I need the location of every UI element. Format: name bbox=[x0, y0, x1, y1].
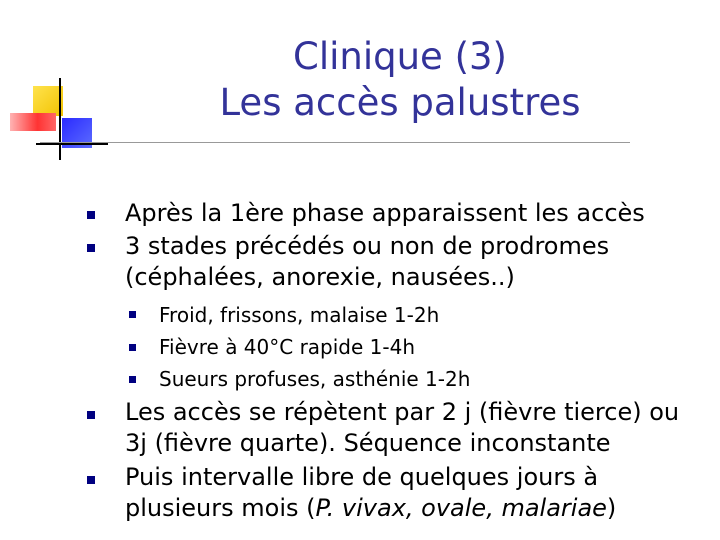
list-item: Puis intervalle libre de quelques jours à plusieurs mois (P. vivax, ovale, malariae) bbox=[125, 463, 617, 522]
bullet-square-icon bbox=[87, 211, 95, 219]
list-item: 3 stades précédés ou non de prodromes (céphalées, anorexie, nausées..) bbox=[125, 232, 610, 291]
bullet-square-icon bbox=[87, 476, 95, 484]
sub-bullet-square-icon bbox=[129, 376, 136, 383]
title-line-2: Les accès palustres bbox=[219, 81, 581, 124]
list-item: Les accès se répètent par 2 j (fièvre tierce) ou 3j (fièvre quarte). Séquence inconstante bbox=[125, 398, 680, 457]
sub-bullet-square-icon bbox=[129, 344, 136, 351]
title-line-1: Clinique (3) bbox=[293, 35, 507, 78]
sub-bullet-square-icon bbox=[129, 311, 136, 318]
bullet-square-icon bbox=[87, 244, 95, 252]
bullet-square-icon bbox=[87, 411, 95, 419]
list-item: Sueurs profuses, asthénie 1-2h bbox=[159, 367, 471, 391]
list-item: Fièvre à 40°C rapide 1-4h bbox=[159, 335, 416, 359]
species-names: P. vivax, ovale, malariae bbox=[315, 494, 607, 522]
list-item: Après la 1ère phase apparaissent les accès bbox=[125, 199, 645, 227]
list-item: Froid, frissons, malaise 1-2h bbox=[159, 303, 440, 327]
